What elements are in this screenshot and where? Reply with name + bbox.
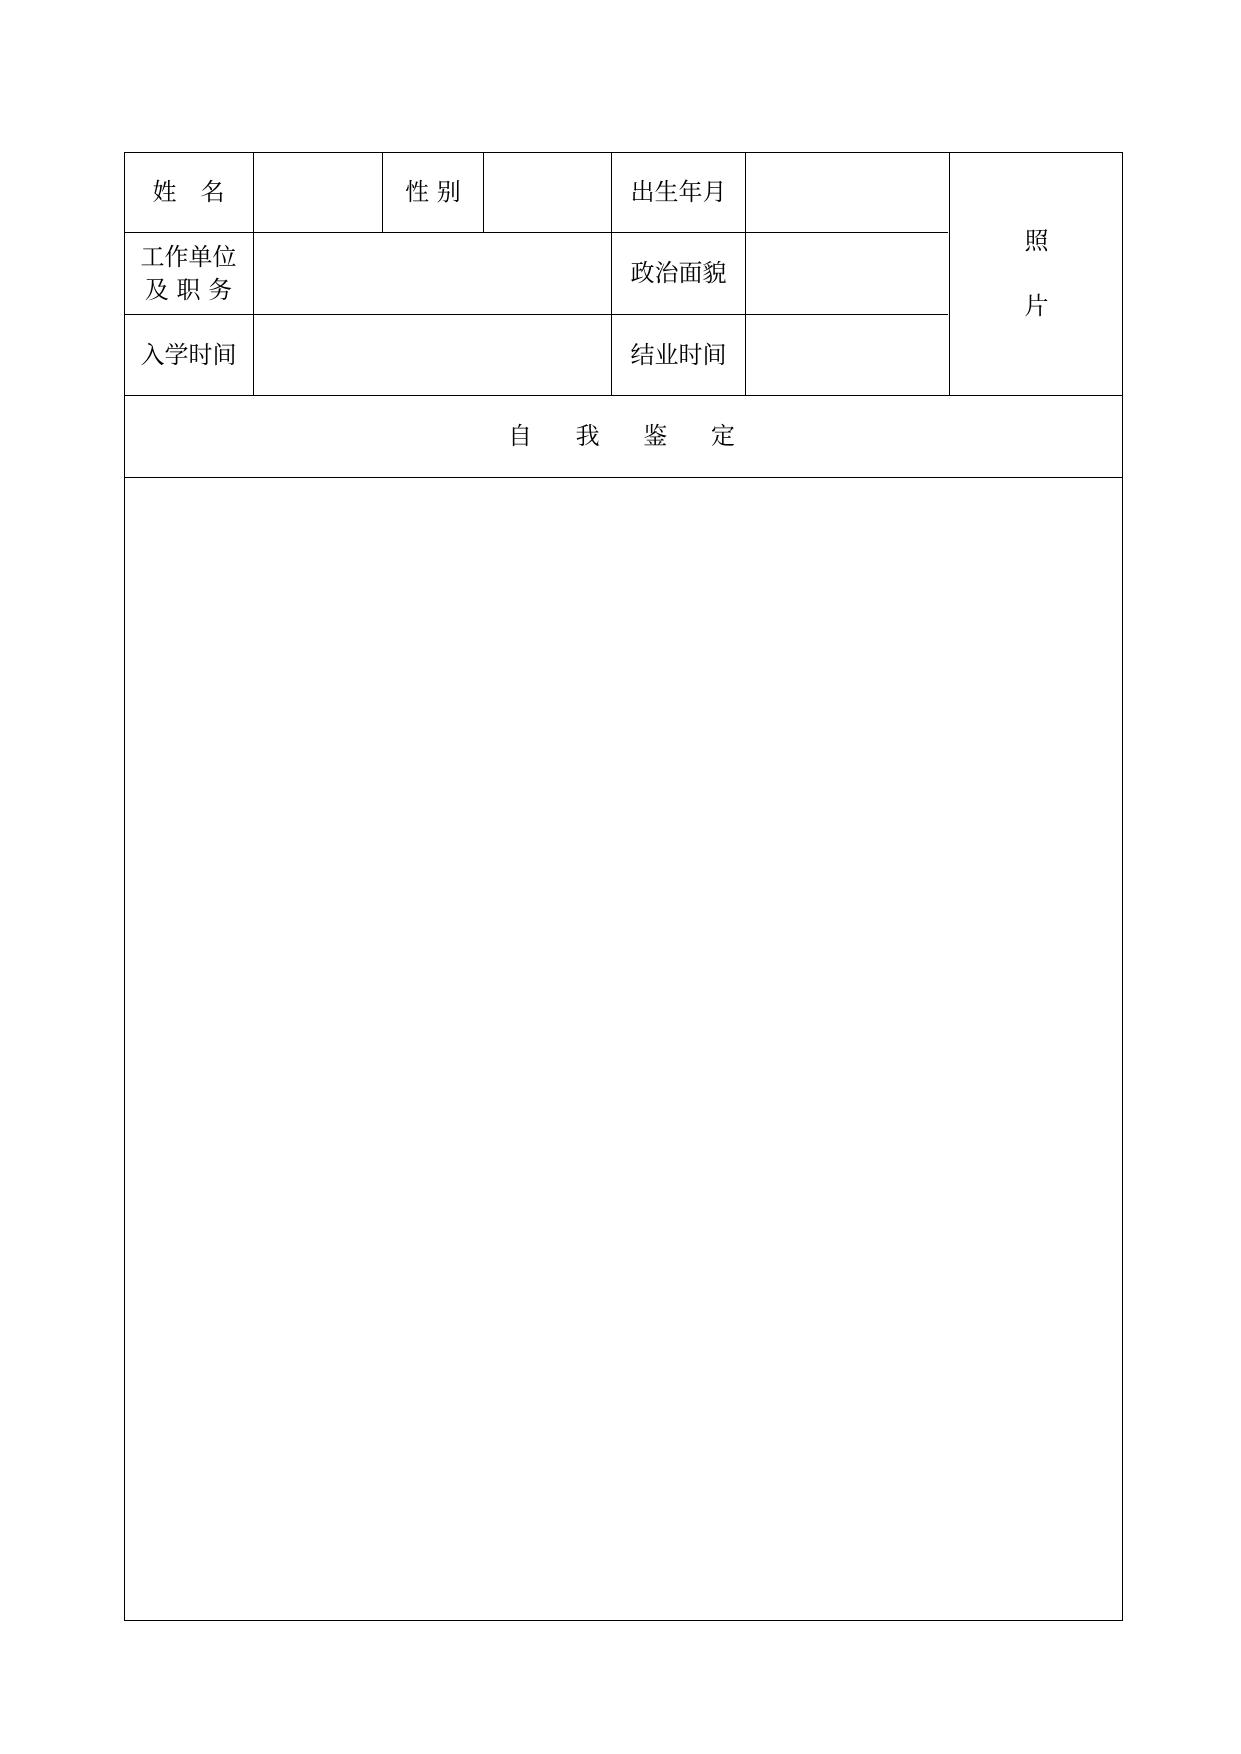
photo-label-line1: 照 [1024, 227, 1049, 255]
self-assessment-body[interactable] [124, 478, 1123, 1621]
enroll-label [124, 315, 253, 395]
gender-label [383, 152, 483, 232]
name-field[interactable] [254, 152, 382, 232]
political-field[interactable] [746, 233, 949, 314]
birth-label [612, 152, 745, 232]
graduate-label [612, 315, 745, 395]
birth-field[interactable] [746, 152, 949, 232]
work-field[interactable] [254, 233, 611, 314]
self-assessment-heading-text: 自 我 鉴 定 [508, 422, 739, 450]
photo-box[interactable] [950, 152, 1123, 395]
work-label-line2: 及 职 务 [144, 275, 233, 304]
enroll-field[interactable] [254, 315, 611, 395]
political-label-text: 政治面貌 [630, 259, 727, 287]
name-label [124, 152, 253, 232]
birth-label-text: 出生年月 [630, 177, 727, 206]
work-label [124, 233, 253, 314]
self-assessment-heading [124, 396, 1123, 477]
photo-label-line2: 片 [1024, 292, 1049, 320]
self-assessment-form [124, 152, 1123, 1621]
enroll-label-text: 入学时间 [140, 340, 237, 369]
graduate-field[interactable] [746, 315, 949, 395]
graduate-label-text: 结业时间 [630, 340, 727, 369]
political-label [612, 233, 745, 314]
gender-label-text: 性 别 [405, 177, 461, 206]
name-label-text: 姓 名 [152, 177, 225, 206]
work-label-line1: 工作单位 [140, 242, 237, 271]
gender-field[interactable] [484, 152, 611, 232]
